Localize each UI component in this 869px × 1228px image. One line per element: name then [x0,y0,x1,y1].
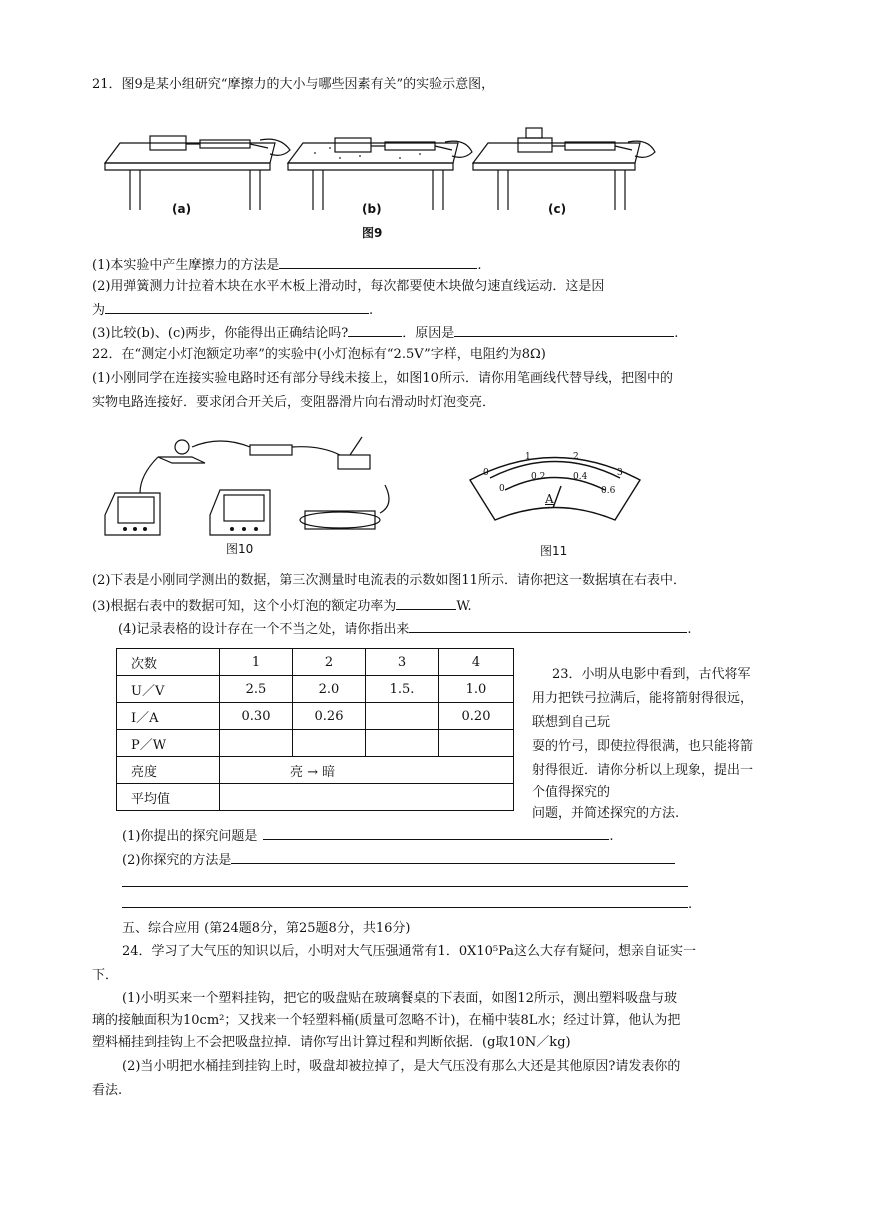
table-row: 亮度 亮 → 暗 [117,757,514,784]
q24-l4: 璃的接触面积为10cm²；又找来一个轻塑料桶(质量可忽略不计)，在桶中装8L水；经过计算，他认为把 [92,1013,681,1028]
table-row: 次数 1 2 3 4 [117,649,514,676]
fig-label-a: (a) [172,202,192,216]
q22-title: 22．在“测定小灯泡额定功率”的实验中(小灯泡标有“2.5V”字样，电阻约为8Ω) [92,347,546,362]
meter-unit: A [545,492,554,506]
q22-part1a: (1)小刚同学在连接实验电路时还有部分导线未接上，如图10所示．请你用笔画线代替导线，把图中的 [92,371,673,386]
scale-1: 1 [525,452,531,462]
table-row: P／W [117,730,514,757]
record-table [116,648,514,811]
section-5-title: 五、综合应用 (第24题8分，第25题8分，共16分) [122,921,411,936]
brightness-value: 亮 → 暗 [220,757,514,784]
q24-l2: 下． [92,968,119,983]
scale-inner-06: 0.6 [601,486,616,496]
table-row: U／V 2.5 2.0 1.5. 1.0 [117,676,514,703]
table-row: 平均值 [117,784,514,811]
scale-inner-02: 0.2 [531,472,546,482]
scale-2: 2 [573,452,579,462]
q24-l3: (1)小明买来一个塑料挂钩，把它的吸盘贴在玻璃餐桌的下表面，如图12所示，测出塑料吸盘与玻 [122,991,677,1006]
q23-l4: 耍的竹弓，即使拉得很满，也只能将箭 [532,739,754,754]
q24-l7: 看法. [92,1083,123,1098]
q24-l5: 塑料桶挂到挂钩上不会把吸盘拉掉．请你写出计算过程和判断依据．(g取10N／kg) [92,1035,571,1050]
q23-l7: 问题，并简述探究的方法. [532,806,680,821]
q22-part3: (3)根据右表中的数据可知，这个小灯泡的额定功率为 W. [92,596,472,616]
fig10-caption: 图10 [226,542,254,556]
scale-inner-04: 0.4 [573,472,588,482]
q23-l1: 23．小明从电影中看到，古代将军 [552,667,751,682]
table-row: I／A 0.30 0.26 0.20 [117,703,514,730]
answer-line-final: . [122,894,692,914]
fig-label-b: (b) [362,202,382,216]
q21-part2b: 为 . [92,300,373,320]
q24-l6: (2)当小明把水桶挂到挂钩上时，吸盘却被拉掉了，是大气压没有那么大还是其他原因?请发表你的 [122,1059,681,1074]
q23-part2: (2)你探究的方法是 [122,850,675,870]
q23-part1: (1)你提出的探究问题是 . [122,826,614,846]
q23-l3: 联想到自己玩 [532,715,611,730]
q23-l6: 个值得探究的 [532,785,611,800]
q22-part4: (4)记录表格的设计存在一个不当之处，请你指出来 . [118,619,692,639]
figure-11-ammeter [465,440,645,525]
q21-part1: (1)本实验中产生摩擦力的方法是 . [92,255,482,275]
answer-line [122,886,688,887]
q21-part3: (3)比较(b)、(c)两步，你能得出正确结论吗? ．原因是 . [92,323,678,343]
scale-0: 0 [483,468,489,478]
q24-l1: 24．学习了大气压的知识以后，小明对大气压强通常有1．0X10⁵Pa这么大存有疑问，想亲自证实一 [122,944,697,959]
q21-part2a: (2)用弹簧测力计拉着木块在水平木板上滑动时，每次都要使木块做匀速直线运动．这是因 [92,279,605,294]
fig-label-c: (c) [548,202,567,216]
q23-l5: 射得很近．请你分析以上现象，提出一 [532,763,754,778]
scale-3: 3 [617,468,623,478]
q23-l2: 用力把铁弓拉满后，能将箭射得很远， [532,691,754,706]
fig9-caption: 图9 [362,226,383,240]
figure-10-circuit [100,425,400,540]
q21-title: 21．图9是某小组研究“摩擦力的大小与哪些因素有关”的实验示意图， [92,77,495,92]
scale-inner-0: 0 [499,484,505,494]
q22-part2: (2)下表是小刚同学测出的数据，第三次测量时电流表的示数如图11所示．请你把这一数据填在右表中． [92,573,686,588]
fig11-caption: 图11 [540,544,568,558]
q22-part1b: 实物电路连接好．要求闭合开关后，变阻器滑片向右滑动时灯泡变亮． [92,395,496,410]
